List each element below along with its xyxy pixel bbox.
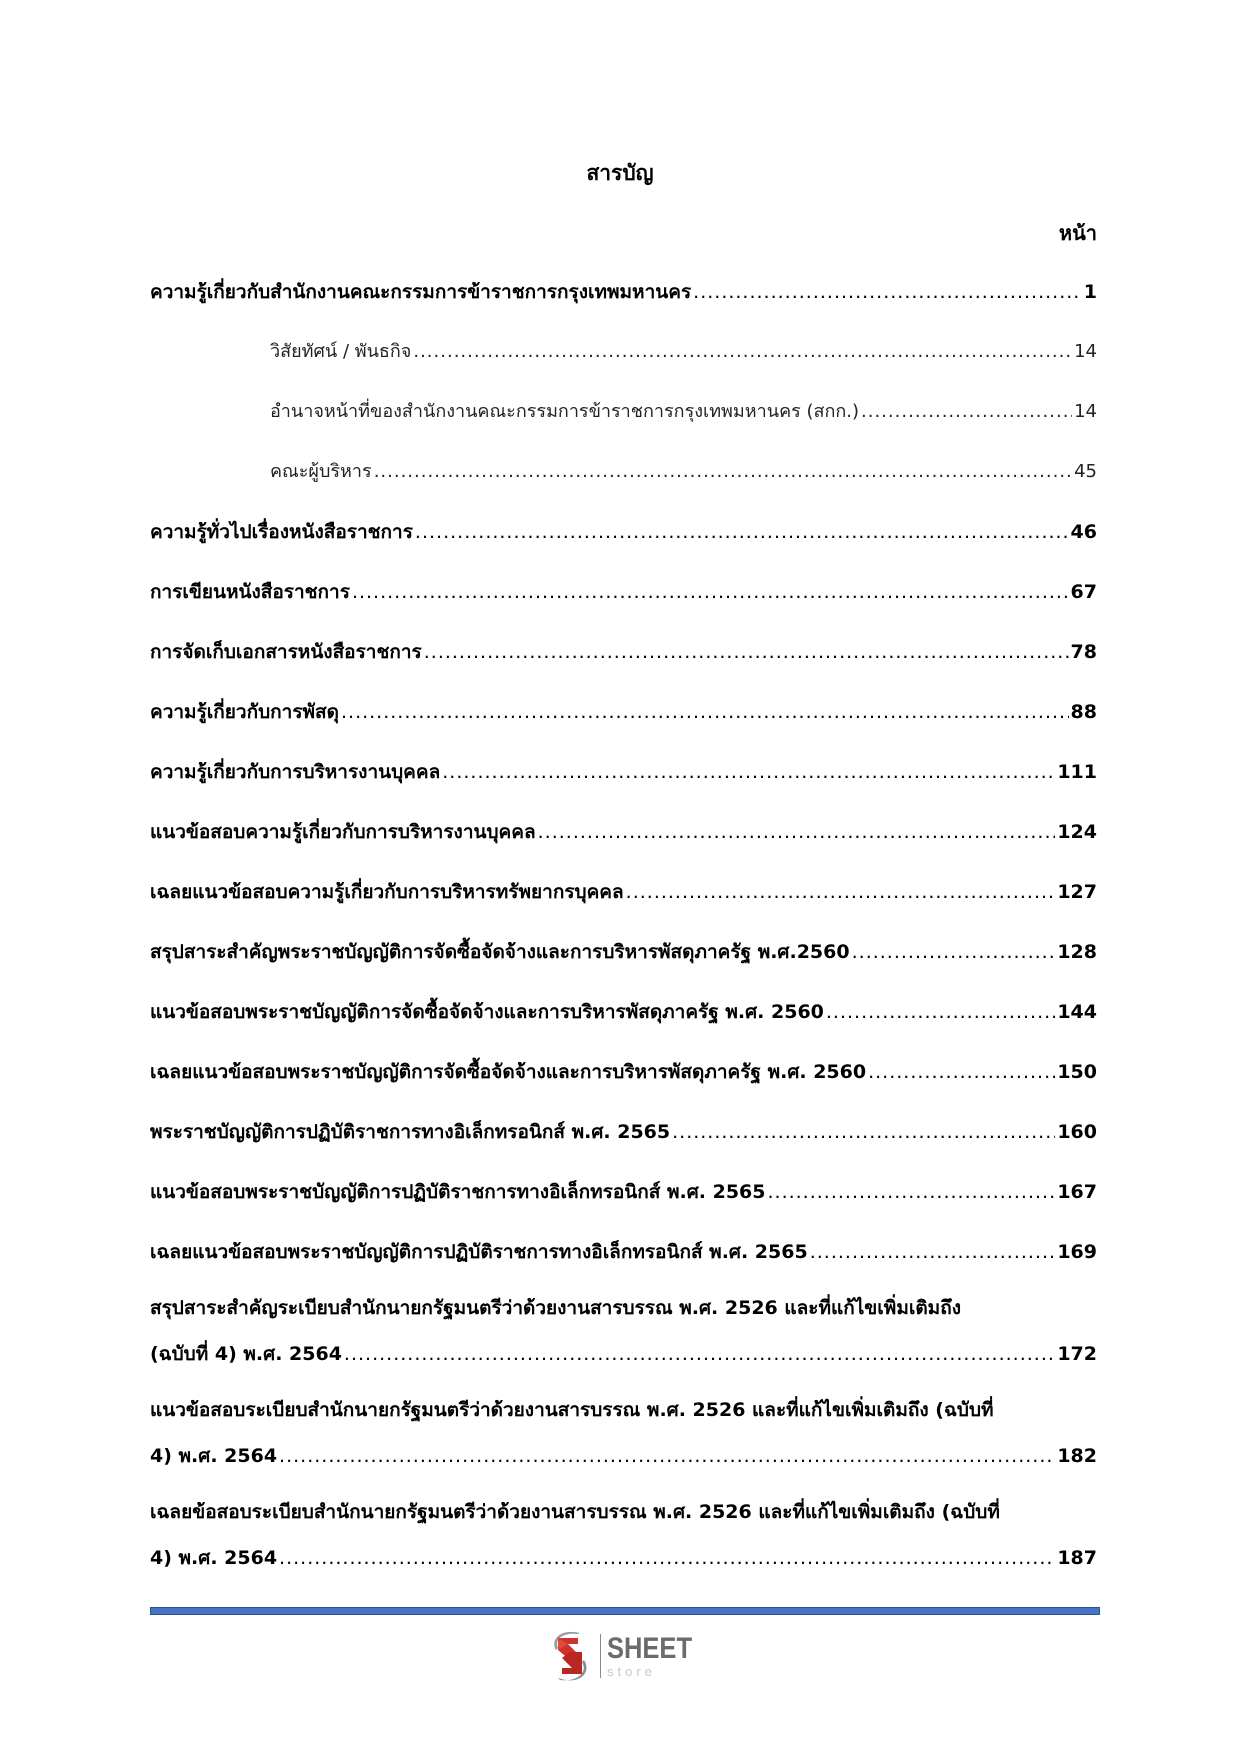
dot-leader xyxy=(826,997,1055,1027)
toc-entry[interactable] xyxy=(150,757,1097,787)
toc-entry-title: เฉลยแนวข้อสอบความรู้เกี่ยวกับการบริหารทรัพยากรบุคคล xyxy=(150,881,624,903)
dot-leader xyxy=(413,337,1072,367)
dot-leader xyxy=(415,517,1069,547)
dot-leader xyxy=(442,757,1055,787)
logo-text xyxy=(607,1634,707,1678)
dot-leader xyxy=(693,277,1082,307)
logo-divider xyxy=(600,1634,601,1678)
toc-entry-page: 14 xyxy=(1074,401,1097,422)
toc-entry-title: แนวข้อสอบพระราชบัญญัติการปฏิบัติราชการทางอิเล็กทรอนิกส์ พ.ศ. 2565 xyxy=(150,1181,766,1203)
toc-entry[interactable] xyxy=(150,1293,1097,1369)
toc-entry-page: 182 xyxy=(1057,1445,1097,1467)
toc-entry-page: 124 xyxy=(1057,821,1097,843)
toc-entry-title: การเขียนหนังสือราชการ xyxy=(150,581,350,603)
toc-entry[interactable] xyxy=(150,1177,1097,1207)
toc-entry-page: 45 xyxy=(1074,461,1097,482)
toc-entry-title-line1: เฉลยข้อสอบระเบียบสำนักนายกรัฐมนตรีว่าด้วยงานสารบรรณ พ.ศ. 2526 และที่แก้ไขเพิ่มเติมถึง (ฉบับที่ xyxy=(150,1501,1000,1523)
toc-entry-page: 169 xyxy=(1057,1241,1097,1263)
toc-subentry[interactable] xyxy=(270,337,1097,367)
toc-entry-title: ความรู้เกี่ยวกับการบริหารงานบุคคล xyxy=(150,761,441,783)
dot-leader xyxy=(279,1441,1055,1471)
page-column-header: หน้า xyxy=(1058,221,1097,245)
toc-entry-title: ความรู้เกี่ยวกับการพัสดุ xyxy=(150,701,339,723)
toc-entry-title: แนวข้อสอบความรู้เกี่ยวกับการบริหารงานบุคคล xyxy=(150,821,536,843)
toc-entry-title: แนวข้อสอบพระราชบัญญัติการจัดซื้อจัดจ้างและการบริหารพัสดุภาครัฐ พ.ศ. 2560 xyxy=(150,1001,824,1023)
dot-leader xyxy=(868,1057,1055,1087)
toc-entry[interactable] xyxy=(150,817,1097,847)
toc-entry[interactable] xyxy=(150,577,1097,607)
dot-leader xyxy=(352,577,1069,607)
sheet-store-logo-icon xyxy=(548,1630,594,1682)
toc-entry[interactable] xyxy=(150,937,1097,967)
toc-entry-title: สรุปสาระสำคัญพระราชบัญญัติการจัดซื้อจัดจ้างและการบริหารพัสดุภาครัฐ พ.ศ.2560 xyxy=(150,941,850,963)
toc-entry-page: 144 xyxy=(1057,1001,1097,1023)
toc-entry-title: เฉลยแนวข้อสอบพระราชบัญญัติการจัดซื้อจัดจ้างและการบริหารพัสดุภาครัฐ พ.ศ. 2560 xyxy=(150,1061,867,1083)
dot-leader xyxy=(767,1177,1055,1207)
toc-entry-title: ความรู้เกี่ยวกับสำนักงานคณะกรรมการข้าราชการกรุงเทพมหานคร xyxy=(150,281,692,303)
dot-leader xyxy=(341,697,1069,727)
toc-entry-page: 167 xyxy=(1057,1181,1097,1203)
toc-entry-page: 172 xyxy=(1057,1343,1097,1365)
toc-entry[interactable] xyxy=(150,997,1097,1027)
toc-entry-page: 187 xyxy=(1057,1547,1097,1569)
toc-entry-page: 150 xyxy=(1057,1061,1097,1083)
toc-entry[interactable] xyxy=(150,1395,1097,1471)
toc-entry-title: ความรู้ทั่วไปเรื่องหนังสือราชการ xyxy=(150,521,413,543)
toc-entry-page: 111 xyxy=(1057,761,1097,783)
toc-entry-title: เฉลยแนวข้อสอบพระราชบัญญัติการปฏิบัติราชการทางอิเล็กทรอนิกส์ พ.ศ. 2565 xyxy=(150,1241,808,1263)
toc-entry-title-line1: แนวข้อสอบระเบียบสำนักนายกรัฐมนตรีว่าด้วยงานสารบรรณ พ.ศ. 2526 และที่แก้ไขเพิ่มเติมถึง (ฉบับที่ xyxy=(150,1399,994,1421)
toc-entry[interactable] xyxy=(150,1117,1097,1147)
toc-entry-title-line2: (ฉบับที่ 4) พ.ศ. 2564 xyxy=(150,1343,342,1365)
page-title: สารบัญ xyxy=(586,161,654,185)
toc-entry-page: 46 xyxy=(1070,521,1097,543)
toc-entry[interactable] xyxy=(150,1237,1097,1267)
dot-leader xyxy=(852,937,1056,967)
toc-entry[interactable] xyxy=(150,1057,1097,1087)
toc-entry-page: 78 xyxy=(1070,641,1097,663)
dot-leader xyxy=(626,877,1056,907)
footer-divider xyxy=(150,1607,1100,1615)
toc-entry-page: 160 xyxy=(1057,1121,1097,1143)
toc-entry[interactable] xyxy=(150,877,1097,907)
toc-entry-title-line1: สรุปสาระสำคัญระเบียบสำนักนายกรัฐมนตรีว่าด้วยงานสารบรรณ พ.ศ. 2526 และที่แก้ไขเพิ่มเติมถึง xyxy=(150,1297,961,1319)
toc-entry[interactable] xyxy=(150,637,1097,667)
toc-entry-title: วิสัยทัศน์ / พันธกิจ xyxy=(270,341,412,362)
toc-entry-title: การจัดเก็บเอกสารหนังสือราชการ xyxy=(150,641,422,663)
toc-subentry[interactable] xyxy=(270,457,1097,487)
dot-leader xyxy=(424,637,1069,667)
brand-name: SHEET xyxy=(607,1632,693,1665)
toc-entry-title: คณะผู้บริหาร xyxy=(270,461,372,482)
dot-leader xyxy=(538,817,1056,847)
dot-leader xyxy=(810,1237,1056,1267)
dot-leader xyxy=(374,457,1072,487)
toc-entry[interactable] xyxy=(150,517,1097,547)
toc-entry-page: 127 xyxy=(1057,881,1097,903)
brand-logo xyxy=(548,1628,728,1684)
toc-entry-page: 67 xyxy=(1070,581,1097,603)
dot-leader xyxy=(672,1117,1055,1147)
toc-entry-title-line2: 4) พ.ศ. 2564 xyxy=(150,1445,278,1467)
brand-subtitle: store xyxy=(607,1664,656,1679)
toc-entry-title: อำนาจหน้าที่ของสำนักงานคณะกรรมการข้าราชการกรุงเทพมหานคร (สกก.) xyxy=(270,401,860,422)
dot-leader xyxy=(344,1339,1055,1369)
toc-entry[interactable] xyxy=(150,1497,1097,1573)
toc-entry[interactable] xyxy=(150,697,1097,727)
toc-entry-title: พระราชบัญญัติการปฏิบัติราชการทางอิเล็กทรอนิกส์ พ.ศ. 2565 xyxy=(150,1121,671,1143)
toc-entry-page: 14 xyxy=(1074,341,1097,362)
toc-entry-title-line2: 4) พ.ศ. 2564 xyxy=(150,1547,278,1569)
dot-leader xyxy=(861,397,1072,427)
toc-entry-page: 88 xyxy=(1070,701,1097,723)
toc-entry-page: 1 xyxy=(1083,281,1097,303)
toc-subentry[interactable] xyxy=(270,397,1097,427)
toc-entry-page: 128 xyxy=(1057,941,1097,963)
dot-leader xyxy=(279,1543,1055,1573)
toc-entry[interactable] xyxy=(150,277,1097,307)
